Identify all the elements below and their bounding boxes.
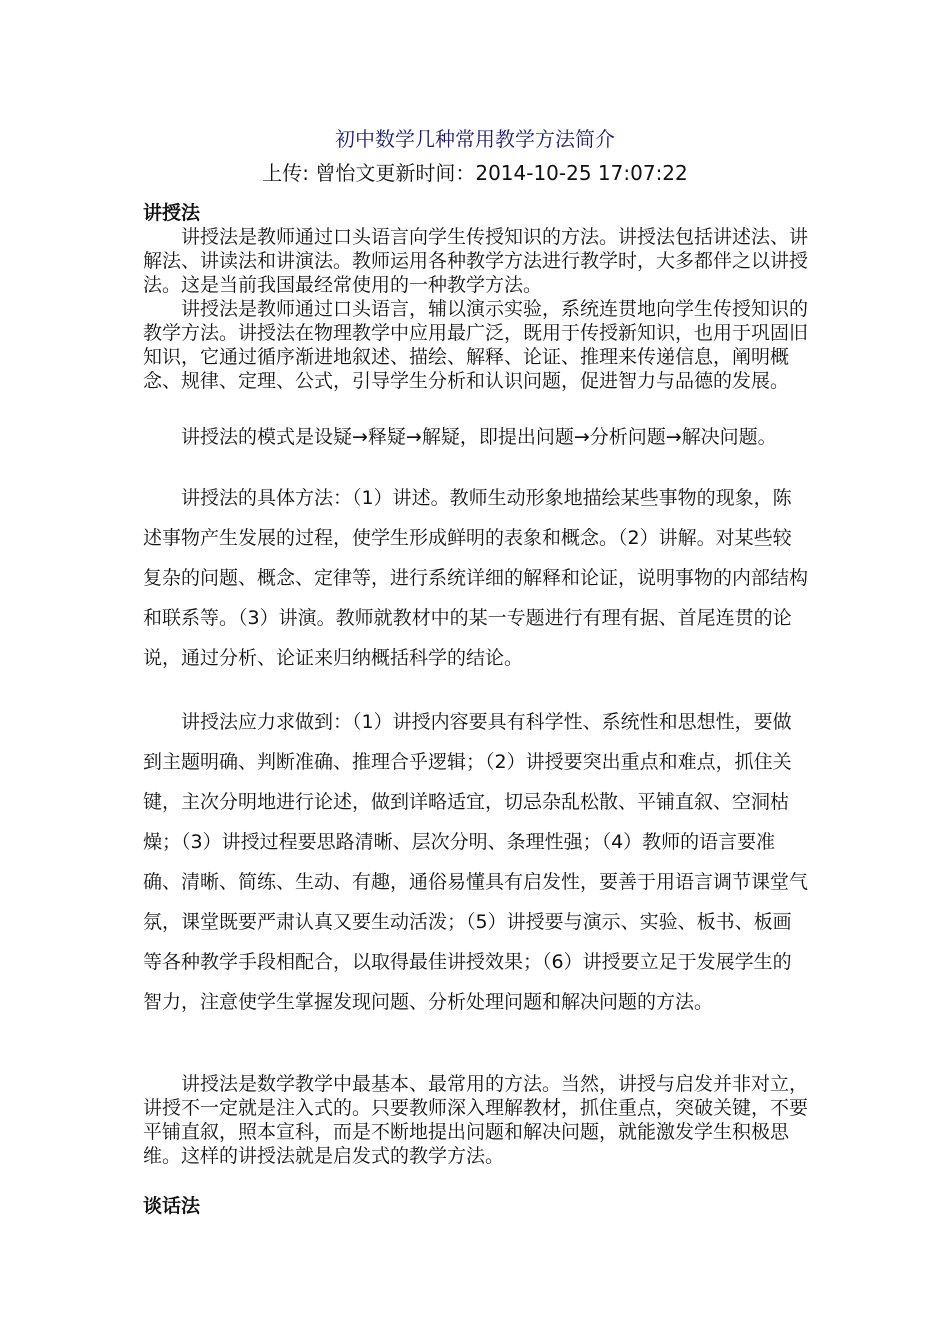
document-meta (0, 160, 950, 186)
paragraph-lecture-2: 讲授法是教师通过口头语言，辅以演示实验，系统连贯地向学生传授知识的教学方法。讲授法在物理教学中应用最广泛，既用于传授新知识，也用于巩固旧知识，它通过循序渐进地叙述、描绘、解释、论证、推理来传递信息，阐明概念、规律、定理、公式，引导学生分析和认识问题，促进智力与品德的发展。 (143, 298, 809, 392)
document-title: 初中数学几种常用教学方法简介 (335, 127, 615, 151)
updated-time-text: 更新时间：2014-10-25 17:07:22 (375, 161, 688, 185)
paragraph-lecture-4: 讲授法的具体方法：（1）讲述。教师生动形象地描绘某些事物的现象，陈述事物产生发展的过程，使学生形成鲜明的表象和概念。（2）讲解。对某些较复杂的问题、概念、定律等，进行系统详细的解释和论证，说明事物的内部结构和联系等。（3）讲演。教师就教材中的某一专题进行有理有据、首尾连贯的论说，通过分析、论证来归纳概括科学的结论。 (143, 487, 809, 669)
section-heading-lecture: 讲授法 (143, 202, 201, 224)
paragraph-lecture-5: 讲授法应力求做到：（1）讲授内容要具有科学性、系统性和思想性，要做到主题明确、判断准确、推理合乎逻辑；（2）讲授要突出重点和难点，抓住关键，主次分明地进行论述，做到详略适宜，切忌杂乱松散、平铺直叙、空洞枯燥；（3）讲授过程要思路清晰、层次分明、条理性强；（4）教师的语言要准确、清晰、简练、生动、有趣，通俗易懂具有启发性，要善于用语言调节课堂气氛，课堂既要严肃认真又要生动活泼；（5）讲授要与演示、实验、板书、板画等各种教学手段相配合，以取得最佳讲授效果；（6）讲授要立足于发展学生的智力，注意使学生掌握发现问题、分析处理问题和解决问题的方法。 (143, 711, 809, 1013)
uploader-text: 上传: 曾怡文 (262, 161, 376, 185)
paragraph-lecture-6: 讲授法是数学教学中最基本、最常用的方法。当然，讲授与启发并非对立，讲授不一定就是注入式的。只要教师深入理解教材，抓住重点，突破关键，不要平铺直叙，照本宣科，而是不断地提出问题和解决问题，就能激发学生积极思维。这样的讲授法就是启发式的教学方法。 (143, 1073, 809, 1167)
paragraph-lecture-3: 讲授法的模式是设疑→释疑→解疑，即提出问题→分析问题→解决问题。 (181, 426, 777, 448)
paragraph-lecture-1: 讲授法是教师通过口头语言向学生传授知识的方法。讲授法包括讲述法、讲解法、讲读法和讲演法。教师运用各种教学方法进行教学时，大多都伴之以讲授法。这是当前我国最经常使用的一种教学方法。 (143, 226, 809, 296)
section-heading-conversation: 谈话法 (143, 1195, 201, 1217)
